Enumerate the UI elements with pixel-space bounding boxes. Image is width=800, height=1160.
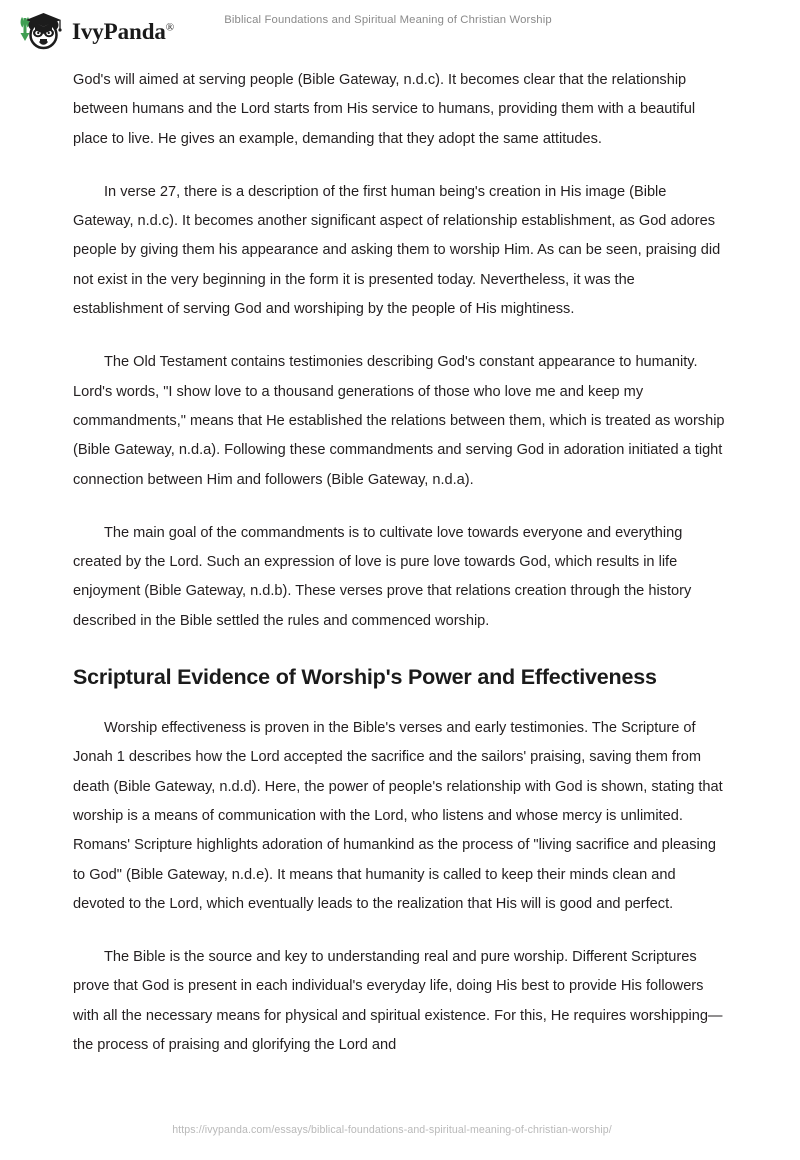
paragraph: In verse 27, there is a description of the first human being's creation in His image (Bible Gateway, n.d.c). It becomes another significant aspect of relationship establishment, as God adores people by giving them his appearance and asking them to worship Him. As can be seen, praising did not exist in the very beginning in the form it is presented today. Nevertheless, it was the establishment of serving God and worshiping by the people of His mightiness. — [73, 183, 721, 318]
page-footer — [0, 1120, 800, 1138]
essay-content — [73, 66, 728, 1084]
source-url-link[interactable]: https://ivypanda.com/essays/biblical-foundations-and-spiritual-meaning-of-christian-worship/ — [172, 1124, 612, 1136]
paragraph: God's will aimed at serving people (Bible Gateway, n.d.c). It becomes clear that the relationship between humans and the Lord starts from His service to humans, providing them with a beautiful place to live. He gives an example, demanding that they adopt the same attitudes. — [73, 72, 696, 147]
brand-name-text: IvyPanda — [72, 18, 166, 44]
registered-trademark-icon: ® — [165, 20, 175, 33]
paragraph: The main goal of the commandments is to cultivate love towards everyone and everything created by the Lord. Such an expression of love is pure love towards God, which results in life enjoyment (Bible Gateway, n.d.b). These verses prove that relations creation through the history described in the Bible settled the rules and commenced worship. — [73, 524, 692, 629]
paragraph: The Bible is the source and key to understanding real and pure worship. Different Scriptures prove that God is present in each individual's everyday life, doing His best to provide His followers with all the necessary means for physical and spiritual existence. For this, He requires worshipping—the process of praising and glorifying the Lord and — [73, 949, 723, 1054]
paragraph: The Old Testament contains testimonies describing God's constant appearance to humanity. Lord's words, "I show love to a thousand generations of those who love me and keep my commandments," means that He established the relations between them, which is treated as worship (Bible Gateway, n.d.a). Following these commandments and serving God in adoration initiated a tight connection between Him and followers (Bible Gateway, n.d.a). — [73, 354, 725, 488]
section-heading: Scriptural Evidence of Worship's Power and Effectiveness — [73, 665, 657, 690]
page-header — [0, 0, 800, 62]
paragraph: Worship effectiveness is proven in the Bible's verses and early testimonies. The Scripture of Jonah 1 describes how the Lord accepted the sacrifice and the sailors' praising, saving them from death (Bible Gateway, n.d.d). Here, the power of people's relationship with God is shown, stating that worship is a means of communication with the Lord, who listens and whose mercy is unlimited. Romans' Scripture highlights adoration of humankind as the process of "living sacrifice and pleasing to God" (Bible Gateway, n.d.e). It means that humanity is called to keep their minds clean and devoted to the Lord, which eventually leads to the realization that His will is good and perfect. — [73, 720, 723, 912]
document-running-title: Biblical Foundations and Spiritual Meaning of Christian Worship — [224, 14, 552, 26]
